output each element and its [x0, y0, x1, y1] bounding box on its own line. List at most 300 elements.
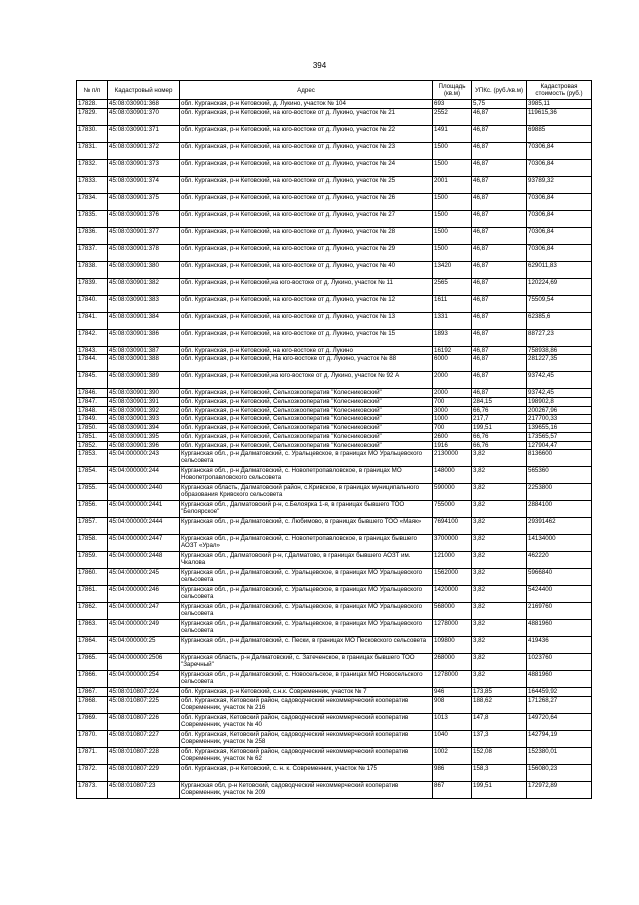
table-row [77, 278, 592, 295]
table-row [77, 261, 592, 278]
upks-cell: 199,51 [472, 781, 527, 798]
cost-cell: 5424400 [527, 586, 592, 603]
row-number: 17837. [77, 244, 108, 261]
cadastral-number: 45:04:000000:247 [108, 603, 180, 620]
cost-cell: 70306,84 [527, 159, 592, 176]
area-cell: 13420 [433, 261, 472, 278]
cost-cell: 200267,96 [527, 406, 592, 415]
cost-cell: 419436 [527, 637, 592, 654]
cadastral-number: 45:04:000000:2506 [108, 654, 180, 671]
cost-cell: 70306,84 [527, 244, 592, 261]
cost-cell: 2253800 [527, 484, 592, 501]
area-cell: 1500 [433, 244, 472, 261]
address-cell: обл. Курганская, р-н Кетовский, на юго-востоке от д. Лукино, участок № 29 [180, 244, 433, 261]
cadastral-number: 45:08:030901:382 [108, 278, 180, 295]
table-header [77, 81, 592, 100]
area-cell: 700 [433, 398, 472, 407]
area-cell: 2000 [433, 389, 472, 398]
cost-cell: 2169760 [527, 603, 592, 620]
cadastral-number: 45:08:010807:227 [108, 730, 180, 747]
row-number: 17846. [77, 389, 108, 398]
upks-cell: 46,87 [472, 295, 527, 312]
area-cell: 3700000 [433, 535, 472, 552]
address-cell: обл. Курганская, р-н Кетовский, на юго-востоке от д. Лукино, участок № 12 [180, 295, 433, 312]
upks-cell: 46,87 [472, 108, 527, 125]
row-number: 17848. [77, 406, 108, 415]
address-cell: Курганская обл., р-н Далматовский, с. Любимово, в границах бывшего ТОО «Маяк» [180, 518, 433, 535]
cost-cell: 70306,84 [527, 193, 592, 210]
cadastral-number: 45:04:000000:2447 [108, 535, 180, 552]
cost-cell: 75509,54 [527, 295, 592, 312]
area-cell: 986 [433, 764, 472, 781]
cost-cell: 139655,16 [527, 424, 592, 433]
table-row [77, 450, 592, 467]
row-number: 17861. [77, 586, 108, 603]
table-row [77, 586, 592, 603]
table-row [77, 713, 592, 730]
cost-cell: 173565,57 [527, 432, 592, 441]
area-cell: 1562000 [433, 569, 472, 586]
cost-cell: 5966840 [527, 569, 592, 586]
address-cell: Курганская обл., р-н Далматовский, с. Новопетропавловское, в границах МО Новопетропавловского сельсовета [180, 467, 433, 484]
table-row [77, 355, 592, 372]
area-cell: 1000 [433, 415, 472, 424]
upks-cell: 3,82 [472, 467, 527, 484]
area-cell: 2565 [433, 278, 472, 295]
area-cell: 16192 [433, 346, 472, 355]
cost-cell: 2884100 [527, 501, 592, 518]
area-cell: 867 [433, 781, 472, 798]
row-number: 17833. [77, 176, 108, 193]
cadastral-number: 45:08:030901:386 [108, 329, 180, 346]
upks-cell: 46,87 [472, 278, 527, 295]
area-cell: 908 [433, 696, 472, 713]
row-number: 17844. [77, 355, 108, 372]
address-cell: обл. Курганская, р-н Кетовский, Сельхозкооператив "Колесниковский" [180, 398, 433, 407]
area-cell: 3000 [433, 406, 472, 415]
upks-cell: 46,87 [472, 346, 527, 355]
upks-cell: 217,7 [472, 415, 527, 424]
upks-cell: 3,82 [472, 586, 527, 603]
table-row [77, 637, 592, 654]
cadastral-number: 45:08:030901:395 [108, 432, 180, 441]
row-number: 17829. [77, 108, 108, 125]
cadastral-number: 45:08:030901:388 [108, 355, 180, 372]
table-row [77, 620, 592, 637]
area-cell: 2000 [433, 372, 472, 389]
cost-cell: 69885 [527, 125, 592, 142]
address-cell: обл. Курганская, р-н Кетовский, на юго-востоке от д. Лукино, участок № 24 [180, 159, 433, 176]
cost-cell: 93742,45 [527, 372, 592, 389]
table-row [77, 441, 592, 450]
cost-cell: 120224,69 [527, 278, 592, 295]
area-cell: 1916 [433, 441, 472, 450]
cadastral-number: 45:08:010807:23 [108, 781, 180, 798]
table-row [77, 730, 592, 747]
address-cell: обл. Курганская, р-н Кетовский, Сельхозкооператив "Колесниковский" [180, 432, 433, 441]
table-row [77, 227, 592, 244]
area-cell: 946 [433, 688, 472, 697]
cadastral-number: 45:08:030901:377 [108, 227, 180, 244]
cadastral-number: 45:08:030901:383 [108, 295, 180, 312]
cost-cell: 62385,6 [527, 312, 592, 329]
cost-cell: 149720,64 [527, 713, 592, 730]
address-cell: обл. Курганская, р-н Кетовский, на юго-востоке от д. Лукино [180, 346, 433, 355]
cost-cell: 462220 [527, 552, 592, 569]
area-cell: 1500 [433, 227, 472, 244]
cadastral-number: 45:04:000000:245 [108, 569, 180, 586]
address-cell: Курганская обл., Далматовский р-н, с.Белоярка 1-я, в границах бывшего ТОО "Белоярское" [180, 501, 433, 518]
row-number: 17865. [77, 654, 108, 671]
row-number: 17870. [77, 730, 108, 747]
table-row [77, 654, 592, 671]
cost-cell: 629011,83 [527, 261, 592, 278]
table-row [77, 176, 592, 193]
table-row [77, 312, 592, 329]
address-cell: Курганская обл., р-н Далматовский, с. Уральцевское, в границах МО Уральцевского сельсовета [180, 450, 433, 467]
row-number: 17849. [77, 415, 108, 424]
row-number: 17867. [77, 688, 108, 697]
area-cell: 2130000 [433, 450, 472, 467]
table-row [77, 346, 592, 355]
cadastral-number: 45:04:000000:2448 [108, 552, 180, 569]
address-cell: обл. Курганская, р-н Кетовский, на юго-востоке от д. Лукино, участок № 15 [180, 329, 433, 346]
address-cell: обл. Курганская, р-н Кетовский, с. н. к. Современник, участок № 175 [180, 764, 433, 781]
row-number: 17869. [77, 713, 108, 730]
cadastral-number: 45:08:010807:226 [108, 713, 180, 730]
upks-cell: 3,82 [472, 535, 527, 552]
page-number: 394 [312, 61, 327, 70]
table-body [77, 100, 592, 799]
address-cell: обл. Курганская, р-н Кетовский, на юго-востоке от д. Лукино, участок № 26 [180, 193, 433, 210]
upks-cell: 46,87 [472, 261, 527, 278]
cost-cell: 93742,45 [527, 389, 592, 398]
area-cell: 2552 [433, 108, 472, 125]
cost-cell: 156080,23 [527, 764, 592, 781]
upks-cell: 46,87 [472, 227, 527, 244]
address-cell: обл. Курганская, р-н Кетовский, Сельхозкооператив "Колесниковский" [180, 406, 433, 415]
table-row [77, 398, 592, 407]
row-number: 17853. [77, 450, 108, 467]
upks-cell: 152,08 [472, 747, 527, 764]
upks-cell: 188,62 [472, 696, 527, 713]
area-cell: 1040 [433, 730, 472, 747]
table-row [77, 603, 592, 620]
address-cell: Курганская обл., р-н Далматовский, с. Уральцевское, в границах МО Уральцевского сельсовета [180, 569, 433, 586]
area-cell: 700 [433, 424, 472, 433]
cadastral-number: 45:08:030901:372 [108, 142, 180, 159]
upks-cell: 158,3 [472, 764, 527, 781]
cost-cell: 217700,33 [527, 415, 592, 424]
cost-cell: 1023760 [527, 654, 592, 671]
upks-cell: 66,76 [472, 432, 527, 441]
address-cell: обл. Курганская, р-н Кетовский, с.н.к. Современник, участок № 7 [180, 688, 433, 697]
cost-cell: 70306,84 [527, 227, 592, 244]
upks-cell: 3,82 [472, 637, 527, 654]
address-cell: обл. Курганская, р-н Кетовский, На юго-востоке от д. Лукино, участок № 88 [180, 355, 433, 372]
header-kadastr: Кадастровый номер [108, 81, 180, 100]
cost-cell: 142794,19 [527, 730, 592, 747]
row-number: 17855. [77, 484, 108, 501]
upks-cell: 3,82 [472, 569, 527, 586]
table-row [77, 406, 592, 415]
table-row [77, 688, 592, 697]
upks-cell: 46,87 [472, 210, 527, 227]
upks-cell: 46,87 [472, 389, 527, 398]
row-number: 17847. [77, 398, 108, 407]
row-number: 17873. [77, 781, 108, 798]
table-row [77, 747, 592, 764]
cadastral-number: 45:08:030901:393 [108, 415, 180, 424]
upks-cell: 46,87 [472, 125, 527, 142]
header-cost: Кадастровая стоимость (руб.) [527, 81, 592, 100]
address-cell: обл. Курганская, р-н Кетовский,на юго-востоке от д. Лукино, участок № 92 А [180, 372, 433, 389]
row-number: 17859. [77, 552, 108, 569]
cadastral-number: 45:04:000000:244 [108, 467, 180, 484]
address-cell: обл. Курганская, р-н Кетовский, на юго-востоке от д. Лукино, участок № 13 [180, 312, 433, 329]
cadastral-number: 45:08:030901:370 [108, 108, 180, 125]
row-number: 17836. [77, 227, 108, 244]
address-cell: обл. Курганская, р-н Кетовский, на юго-востоке от д. Лукино, участок № 23 [180, 142, 433, 159]
area-cell: 6000 [433, 355, 472, 372]
upks-cell: 46,87 [472, 193, 527, 210]
address-cell: обл. Курганская, Кетовский район, садоводческий некоммерческий кооператив Современник, участок № 40 [180, 713, 433, 730]
area-cell: 1420000 [433, 586, 472, 603]
table-row [77, 372, 592, 389]
area-cell: 1500 [433, 210, 472, 227]
cost-cell: 3985,11 [527, 100, 592, 109]
table-row [77, 781, 592, 798]
cost-cell: 565360 [527, 467, 592, 484]
table-row [77, 569, 592, 586]
area-cell: 755000 [433, 501, 472, 518]
upks-cell: 3,82 [472, 518, 527, 535]
row-number: 17872. [77, 764, 108, 781]
address-cell: обл. Курганская, р-н Кетовский, Сельхозкооператив "Колесниковский" [180, 441, 433, 450]
cadastral-number: 45:04:000000:2444 [108, 518, 180, 535]
table-row [77, 484, 592, 501]
cadastral-number: 45:08:030901:375 [108, 193, 180, 210]
address-cell: обл. Курганская, Кетовский район, садоводческий некоммерческий кооператив Современник, участок № 62 [180, 747, 433, 764]
address-cell: Курганская обл., р-н Далматовский, с. Пески, в границах МО Песковского сельсовета [180, 637, 433, 654]
row-number: 17850. [77, 424, 108, 433]
row-number: 17862. [77, 603, 108, 620]
cost-cell: 152380,01 [527, 747, 592, 764]
upks-cell: 3,82 [472, 450, 527, 467]
cadastral-number: 45:08:010807:225 [108, 696, 180, 713]
cost-cell: 164459,92 [527, 688, 592, 697]
table-row [77, 415, 592, 424]
cost-cell: 70306,84 [527, 210, 592, 227]
row-number: 17852. [77, 441, 108, 450]
cost-cell: 70306,84 [527, 142, 592, 159]
table-row [77, 159, 592, 176]
cadastral-number: 45:08:030901:389 [108, 372, 180, 389]
cadastral-number: 45:04:000000:246 [108, 586, 180, 603]
cadastral-number: 45:08:010807:229 [108, 764, 180, 781]
cost-cell: 198902,8 [527, 398, 592, 407]
upks-cell: 3,82 [472, 603, 527, 620]
cadastral-number: 45:08:030901:373 [108, 159, 180, 176]
upks-cell: 173,85 [472, 688, 527, 697]
cadastral-table [76, 80, 592, 799]
area-cell: 1500 [433, 193, 472, 210]
row-number: 17841. [77, 312, 108, 329]
address-cell: Курганская обл., Далматовский р-н, г.Далматово, в границах бывшего АОЗТ им. Чкалова [180, 552, 433, 569]
area-cell: 1013 [433, 713, 472, 730]
area-cell: 1002 [433, 747, 472, 764]
row-number: 17840. [77, 295, 108, 312]
table-row [77, 432, 592, 441]
upks-cell: 46,87 [472, 176, 527, 193]
header-upks: УПКс. (руб./кв.м) [472, 81, 527, 100]
address-cell: обл. Курганская, р-н Кетовский, Сельхозкооператив "Колесниковский" [180, 424, 433, 433]
address-cell: обл. Курганская, р-н Кетовский, на юго-востоке от д. Лукино, участок № 25 [180, 176, 433, 193]
cost-cell: 93789,32 [527, 176, 592, 193]
cadastral-number: 45:04:000000:2440 [108, 484, 180, 501]
address-cell: обл. Курганская, р-н Кетовский, на юго-востоке от д. Лукино, участок № 28 [180, 227, 433, 244]
row-number: 17858. [77, 535, 108, 552]
cost-cell: 758938,86 [527, 346, 592, 355]
cadastral-number: 45:04:000000:25 [108, 637, 180, 654]
upks-cell: 3,82 [472, 552, 527, 569]
row-number: 17854. [77, 467, 108, 484]
cost-cell: 14134000 [527, 535, 592, 552]
cost-cell: 119615,36 [527, 108, 592, 125]
upks-cell: 66,76 [472, 441, 527, 450]
address-cell: Курганская обл., р-н Далматовский, с. Уральцевское, в границах МО Уральцевского сельсовета [180, 586, 433, 603]
row-number: 17866. [77, 671, 108, 688]
upks-cell: 137,3 [472, 730, 527, 747]
upks-cell: 3,82 [472, 484, 527, 501]
row-number: 17863. [77, 620, 108, 637]
cadastral-number: 45:08:030901:396 [108, 441, 180, 450]
row-number: 17871. [77, 747, 108, 764]
upks-cell: 46,87 [472, 244, 527, 261]
cost-cell: 281227,35 [527, 355, 592, 372]
cost-cell: 8136600 [527, 450, 592, 467]
header-area: Площадь (кв.м) [433, 81, 472, 100]
area-cell: 1500 [433, 159, 472, 176]
upks-cell: 46,87 [472, 159, 527, 176]
cadastral-number: 45:08:030901:380 [108, 261, 180, 278]
row-number: 17838. [77, 261, 108, 278]
area-cell: 2001 [433, 176, 472, 193]
table-row [77, 244, 592, 261]
row-number: 17851. [77, 432, 108, 441]
cadastral-number: 45:08:030901:392 [108, 406, 180, 415]
area-cell: 1278000 [433, 620, 472, 637]
area-cell: 148000 [433, 467, 472, 484]
address-cell: обл. Курганская, Кетовский район, садоводческий некоммерческий кооператив Современник, участок № 258 [180, 730, 433, 747]
row-number: 17828. [77, 100, 108, 109]
upks-cell: 3,82 [472, 501, 527, 518]
address-cell: обл. Курганская, р-н Кетовский, на юго-востоке от д. Лукино, участок № 21 [180, 108, 433, 125]
cost-cell: 4881960 [527, 671, 592, 688]
area-cell: 1491 [433, 125, 472, 142]
address-cell: обл. Курганская, р-н Кетовский, на юго-востоке от д. Лукино, участок № 40 [180, 261, 433, 278]
table-row [77, 764, 592, 781]
table-row [77, 552, 592, 569]
address-cell: обл. Курганская, р-н Кетовский,на юго-востоке от д. Лукино, участок № 11 [180, 278, 433, 295]
upks-cell: 5,75 [472, 100, 527, 109]
table-row [77, 193, 592, 210]
address-cell: Курганская обл., р-н Далматовский, с. Новосельское, в границах МО Новосельского сельсовета [180, 671, 433, 688]
table-row [77, 467, 592, 484]
row-number: 17868. [77, 696, 108, 713]
row-number: 17834. [77, 193, 108, 210]
row-number: 17864. [77, 637, 108, 654]
cadastral-number: 45:04:000000:249 [108, 620, 180, 637]
table-row [77, 108, 592, 125]
table-row [77, 389, 592, 398]
table-row [77, 295, 592, 312]
address-cell: обл. Курганская, р-н Кетовский, Сельхозкооператив "Колесниковский" [180, 389, 433, 398]
row-number: 17857. [77, 518, 108, 535]
row-number: 17830. [77, 125, 108, 142]
cadastral-number: 45:04:000000:254 [108, 671, 180, 688]
cost-cell: 171268,27 [527, 696, 592, 713]
upks-cell: 3,82 [472, 654, 527, 671]
area-cell: 268000 [433, 654, 472, 671]
upks-cell: 46,87 [472, 355, 527, 372]
cadastral-number: 45:08:030901:394 [108, 424, 180, 433]
upks-cell: 199,51 [472, 424, 527, 433]
cadastral-number: 45:08:030901:390 [108, 389, 180, 398]
table-row [77, 535, 592, 552]
header-num: № п/п [77, 81, 108, 100]
cadastral-number: 45:08:030901:368 [108, 100, 180, 109]
area-cell: 693 [433, 100, 472, 109]
area-cell: 1611 [433, 295, 472, 312]
table-row [77, 125, 592, 142]
upks-cell: 46,87 [472, 329, 527, 346]
row-number: 17839. [77, 278, 108, 295]
area-cell: 2600 [433, 432, 472, 441]
cadastral-number: 45:08:030901:387 [108, 346, 180, 355]
cost-cell: 4881960 [527, 620, 592, 637]
cadastral-number: 45:08:030901:391 [108, 398, 180, 407]
cadastral-number: 45:04:000000:2441 [108, 501, 180, 518]
row-number: 17835. [77, 210, 108, 227]
address-cell: обл. Курганская, р-н Кетовский, на юго-востоке от д. Лукино, участок № 22 [180, 125, 433, 142]
row-number: 17860. [77, 569, 108, 586]
upks-cell: 147,8 [472, 713, 527, 730]
row-number: 17856. [77, 501, 108, 518]
table-row [77, 210, 592, 227]
area-cell: 1500 [433, 142, 472, 159]
table-row [77, 329, 592, 346]
area-cell: 568000 [433, 603, 472, 620]
cadastral-number: 45:08:030901:371 [108, 125, 180, 142]
table-row [77, 696, 592, 713]
upks-cell: 3,82 [472, 671, 527, 688]
area-cell: 1278000 [433, 671, 472, 688]
upks-cell: 284,15 [472, 398, 527, 407]
table-row [77, 501, 592, 518]
area-cell: 590000 [433, 484, 472, 501]
address-cell: обл. Курганская, Кетовский район, садоводческий некоммерческий кооператив Современник, участок № 216 [180, 696, 433, 713]
address-cell: Курганская обл., р-н Далматовский, с. Уральцевское, в границах МО Уральцевского сельсовета [180, 603, 433, 620]
upks-cell: 3,82 [472, 620, 527, 637]
row-number: 17845. [77, 372, 108, 389]
address-cell: Курганская обл, р-н Кетовский, садоводческий некоммерческий кооператив Современник, участок № 209 [180, 781, 433, 798]
area-cell: 1331 [433, 312, 472, 329]
address-cell: обл. Курганская, р-н Кетовский, Сельхозкооператив "Колесниковский" [180, 415, 433, 424]
cadastral-number: 45:08:010807:228 [108, 747, 180, 764]
cadastral-number: 45:08:030901:374 [108, 176, 180, 193]
address-cell: Курганская обл., р-н Далматовский, с. Новопетропавловское, в границах бывшего АОЗТ «Урал» [180, 535, 433, 552]
